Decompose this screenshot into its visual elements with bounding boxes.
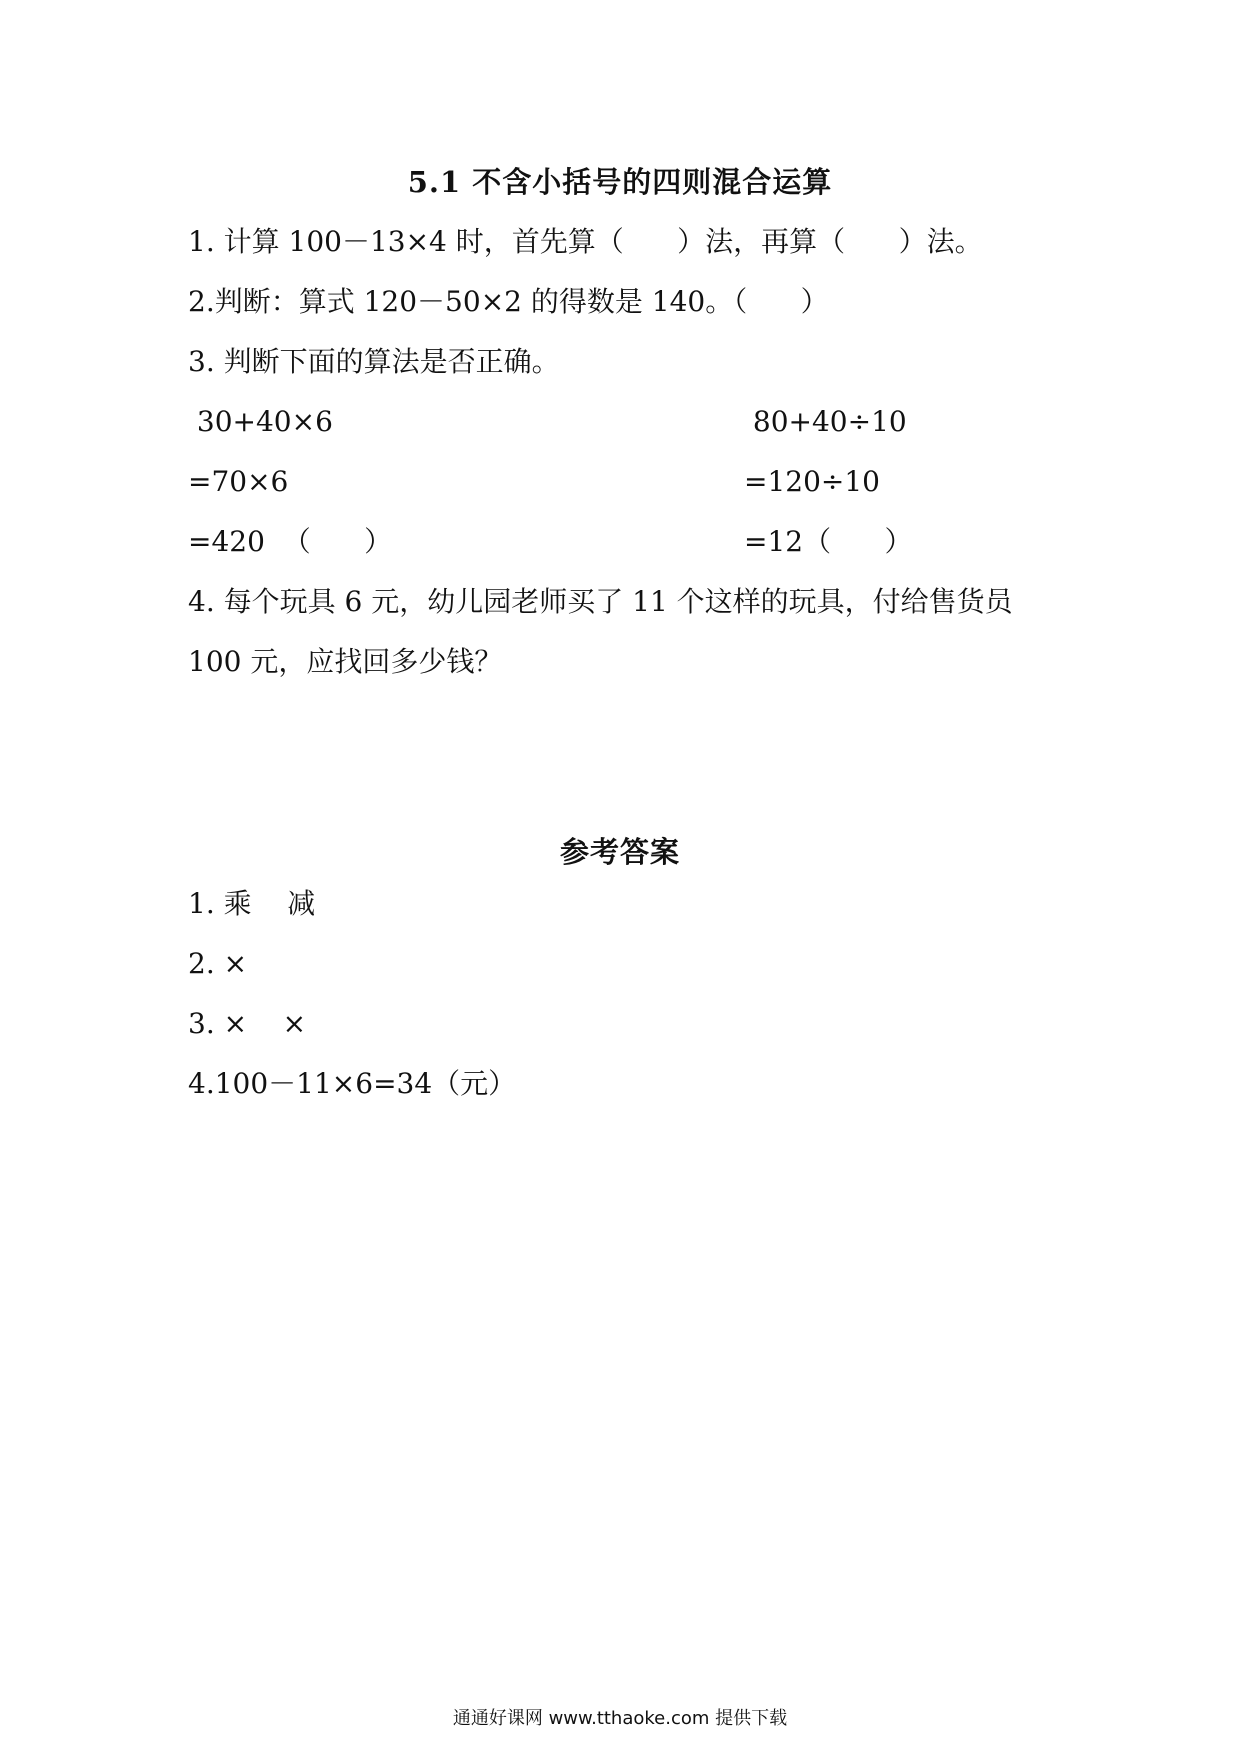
footer-source: 通通好课网 www.tthaoke.com 提供下载 (452, 1708, 788, 1729)
answer-4: 4.100－11×6=34（元） (188, 1067, 517, 1100)
answers-title: 参考答案 (559, 835, 680, 869)
answer-3: 3. × × (188, 1007, 307, 1040)
answer-1: 1. 乘 减 (188, 887, 316, 920)
question-4-line-1: 4. 每个玩具 6 元，幼儿园老师买了 11 个这样的玩具，付给售货员 (188, 585, 1013, 618)
q3-right-step-2: =120÷10 (744, 465, 880, 498)
q3-left-step-3: =420 （ ） (188, 525, 393, 558)
q3-left-step-1: 30+40×6 (188, 405, 333, 438)
question-1: 1. 计算 100－13×4 时，首先算（ ）法，再算（ ）法。 (188, 225, 983, 258)
q3-right-step-3: =12（ ） (744, 525, 913, 558)
q3-left-step-2: =70×6 (188, 465, 289, 498)
question-3: 3. 判断下面的算法是否正确。 (188, 345, 560, 378)
q3-right-step-1: 80+40÷10 (744, 405, 907, 438)
answer-2: 2. × (188, 947, 248, 980)
question-2: 2.判断：算式 120－50×2 的得数是 140。（ ） (188, 285, 829, 318)
question-4-line-2: 100 元，应找回多少钱？ (188, 645, 503, 678)
page-title: 5.1 不含小括号的四则混合运算 (407, 165, 833, 199)
